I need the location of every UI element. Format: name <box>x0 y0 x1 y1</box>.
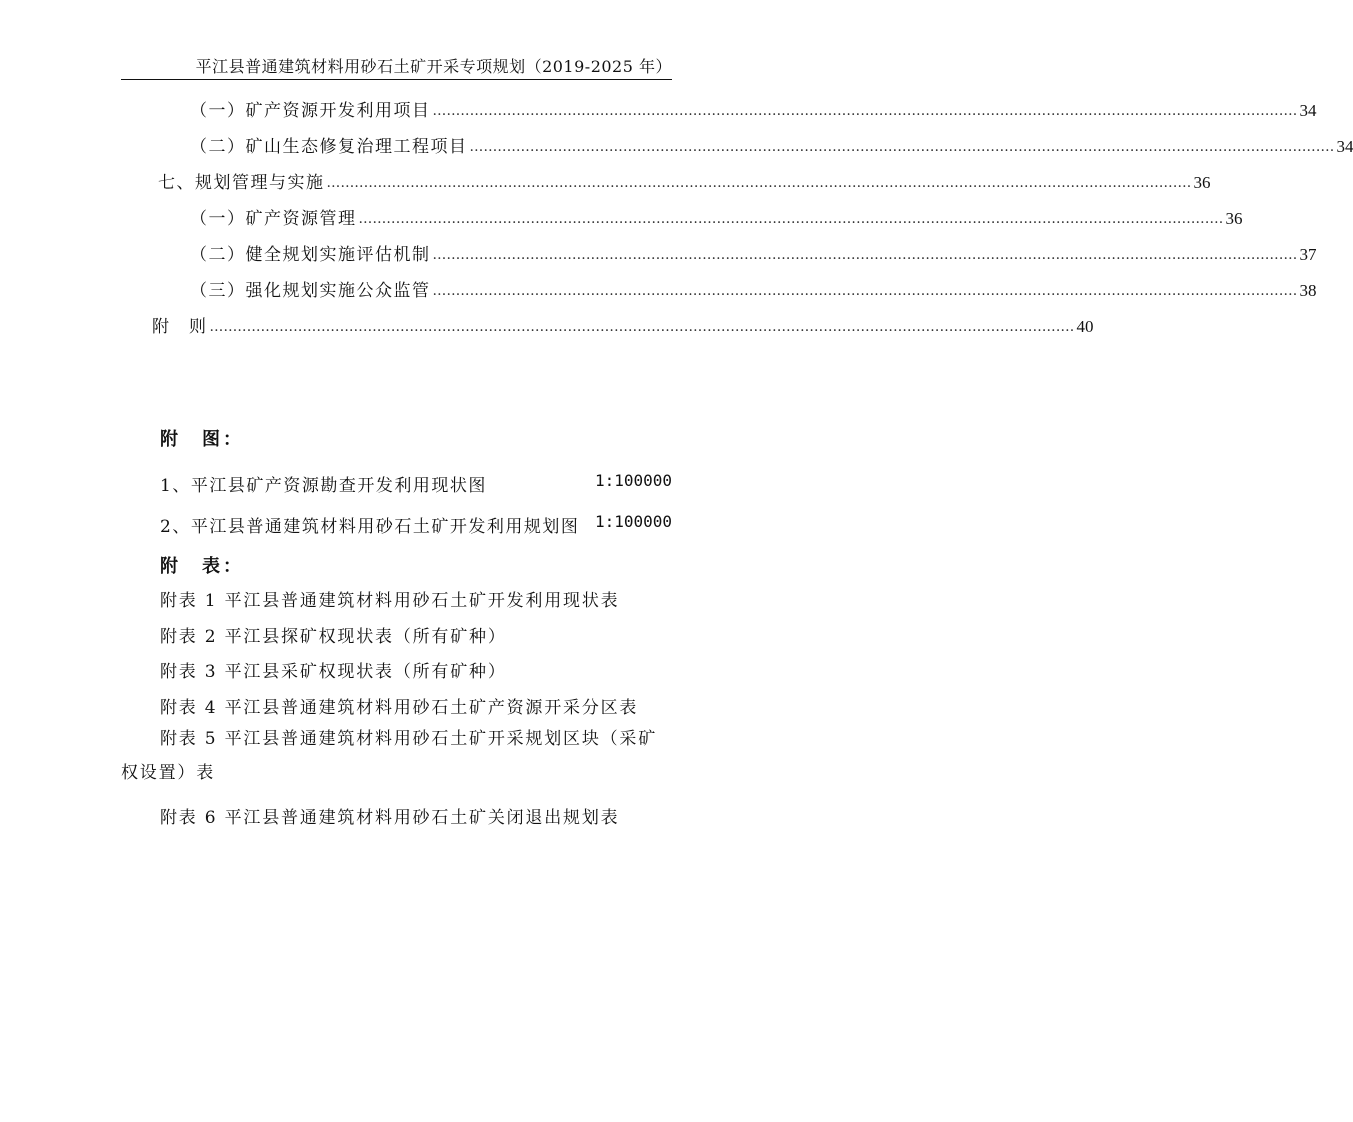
toc-page-number: 38 <box>1299 281 1317 300</box>
table-item: 附表 6 平江县普通建筑材料用砂石土矿关闭退出规划表 <box>160 808 620 828</box>
header-rule <box>121 79 672 80</box>
toc-entry[interactable] <box>158 166 1211 194</box>
toc-entry-label: （一）矿产资源开发利用项目 <box>190 101 431 121</box>
toc-page-number: 40 <box>1076 317 1094 336</box>
toc-entry-label: （二）矿山生态修复治理工程项目 <box>190 137 468 157</box>
toc-entry[interactable] <box>190 94 1317 122</box>
toc-entry[interactable] <box>152 310 1094 338</box>
toc-entry-label: 附 则 <box>152 317 208 337</box>
toc-entry-label: （二）健全规划实施评估机制 <box>190 245 431 265</box>
toc-page-number: 34 <box>1299 101 1317 120</box>
toc-leader-dots: .......................................................................................................................................................................................... <box>432 103 1298 119</box>
figure-item-scale: 1:100000 <box>594 512 672 531</box>
toc-entry[interactable] <box>190 130 1353 158</box>
page-header-title: 平江县普通建筑材料用砂石土矿开采专项规划（2019-2025 年） <box>195 57 672 76</box>
toc-leader-dots: .......................................................................................................................................................................................... <box>469 139 1335 155</box>
toc-page-number: 37 <box>1299 245 1317 264</box>
figures-heading: 附 图： <box>160 429 244 450</box>
table-item: 附表 1 平江县普通建筑材料用砂石土矿开发利用现状表 <box>160 591 620 611</box>
figure-item-scale: 1:100000 <box>594 471 672 490</box>
toc-leader-dots: .......................................................................................................................................................................................... <box>432 283 1298 299</box>
table-item: 附表 4 平江县普通建筑材料用砂石土矿产资源开采分区表 <box>160 698 639 718</box>
tables-heading: 附 表： <box>160 556 244 577</box>
figure-item <box>160 471 672 496</box>
toc-entry[interactable] <box>190 202 1243 230</box>
toc-entry-label: 七、规划管理与实施 <box>158 173 325 193</box>
toc-entry[interactable] <box>190 274 1317 302</box>
toc-leader-dots: .......................................................................................................................................................................................... <box>358 211 1224 227</box>
toc-entry[interactable] <box>190 238 1317 266</box>
table-item: 附表 2 平江县探矿权现状表（所有矿种） <box>160 627 507 647</box>
figure-item-label: 2、平江县普通建筑材料用砂石土矿开发利用规划图 <box>160 517 580 537</box>
toc-page-number: 36 <box>1225 209 1243 228</box>
toc-leader-dots: .......................................................................................................................................................................................... <box>432 247 1298 263</box>
toc-leader-dots: .......................................................................................................................................................................................... <box>326 175 1192 191</box>
toc-leader-dots: .......................................................................................................................................................................................... <box>209 319 1075 335</box>
toc-entry-label: （一）矿产资源管理 <box>190 209 357 229</box>
toc-page-number: 36 <box>1193 173 1211 192</box>
figure-item-label: 1、平江县矿产资源勘查开发利用现状图 <box>160 476 487 496</box>
table-item: 附表 5 平江县普通建筑材料用砂石土矿开采规划区块（采矿权设置）表 <box>121 729 658 783</box>
table-item: 附表 3 平江县采矿权现状表（所有矿种） <box>160 662 507 682</box>
toc-entry-label: （三）强化规划实施公众监管 <box>190 281 431 301</box>
toc-page-number: 34 <box>1336 137 1353 156</box>
figure-item <box>160 512 672 537</box>
